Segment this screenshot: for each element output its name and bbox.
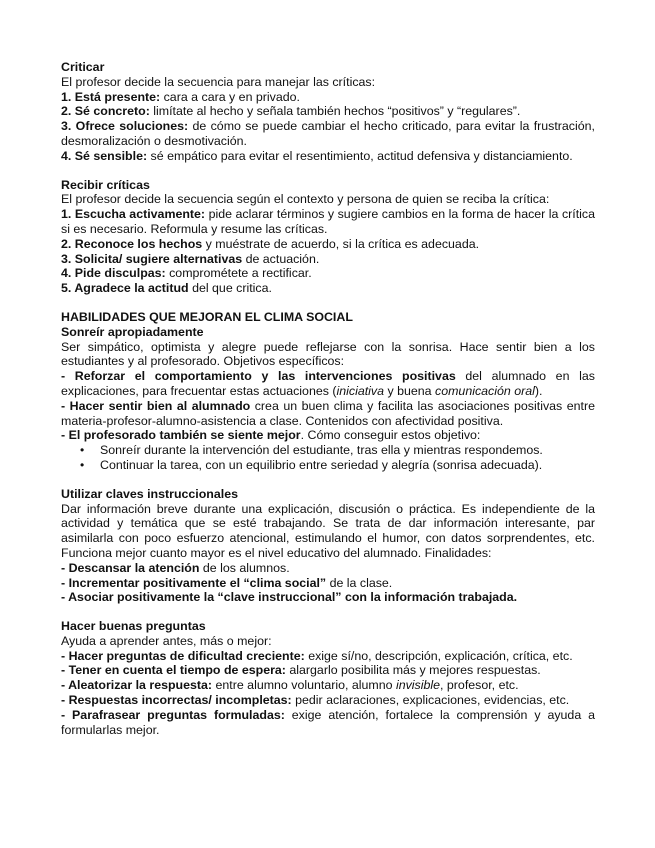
list-item xyxy=(61,369,595,399)
item-label: - Hacer preguntas de dificultad creciente: xyxy=(61,648,305,663)
item-text: , profesor, etc. xyxy=(440,678,519,693)
list-item xyxy=(61,561,595,576)
item-label: 1. Escucha activamente: xyxy=(61,207,206,222)
item-label: - Tener en cuenta el tiempo de espera: xyxy=(61,663,286,678)
list-item xyxy=(61,399,595,429)
item-label: - Asociar positivamente la “clave instruccional” con la información trabajada. xyxy=(61,590,518,605)
item-label: - El profesorado también se siente mejor xyxy=(61,428,301,443)
list-item xyxy=(61,104,595,119)
list-item xyxy=(61,149,595,164)
list-item xyxy=(61,119,595,149)
item-label: 2. Reconoce los hechos xyxy=(61,236,203,251)
item-label: - Aleatorizar la respuesta: xyxy=(61,678,213,693)
item-text: limítate al hecho y señala también hechos “positivos” y “regulares”. xyxy=(149,104,521,119)
item-text: alargarlo posibilita más y mejores respuestas. xyxy=(285,663,541,678)
item-text: de actuación. xyxy=(242,251,320,266)
section-subtitle: Sonreír apropiadamente xyxy=(61,324,204,339)
item-label: - Hacer sentir bien al alumnado xyxy=(61,398,251,413)
section-intro: Dar información breve durante una explicación, discusión o práctica. Es independiente de la actividad y temática que se esté trabajando. Se trata de dar información interesante, par asimilarla con poco esfuerzo atencional, estimulando el humor, con datos sorprendentes, etc. Funciona mejor cuanto mayor es el nivel educativo del alumnado. Finalidades: xyxy=(61,501,595,560)
item-text: ). xyxy=(534,383,543,398)
item-text: de cómo se puede cambiar el hecho criticado, para evitar la frustración, desmoralización o desmotivación. xyxy=(61,119,595,148)
list-item xyxy=(61,90,595,105)
item-label: 1. Está presente: xyxy=(61,89,161,104)
item-label: 4. Pide disculpas: xyxy=(61,266,166,281)
section-intro: El profesor decide la secuencia para manejar las críticas: xyxy=(61,74,376,89)
item-text: y buena xyxy=(384,383,436,398)
list-item xyxy=(61,708,595,738)
bullet-item: • Continuar la tarea, con un equilibrio entre seriedad y alegría (sonrisa adecuada). xyxy=(61,458,595,473)
item-label: 2. Sé concreto: xyxy=(61,104,150,119)
section-claves-instruccionales xyxy=(61,487,595,605)
item-text: de la clase. xyxy=(326,575,393,590)
item-text: entre alumno voluntario, alumno xyxy=(212,678,396,693)
item-text: de los alumnos. xyxy=(199,560,290,575)
list-item xyxy=(61,266,595,281)
item-text: del que critica. xyxy=(188,281,272,296)
item-label: - Parafrasear preguntas formuladas: xyxy=(61,707,285,722)
bullet-item: • Sonreír durante la intervención del estudiante, tras ella y mientras respondemos. xyxy=(61,443,595,458)
item-text: exige atención, fortalece la comprensión y ayuda a formularlas mejor. xyxy=(61,707,596,737)
section-intro: Ayuda a aprender antes, más o mejor: xyxy=(61,633,272,648)
item-label: 3. Solicita/ sugiere alternativas xyxy=(61,251,243,266)
section-title: HABILIDADES QUE MEJORAN EL CLIMA SOCIAL xyxy=(61,309,353,324)
section-recibir-criticas xyxy=(61,178,595,296)
item-text: sé empático para evitar el resentimiento, actitud defensiva y distanciamiento. xyxy=(147,148,573,163)
item-text: crea un buen clima y facilita las asociaciones positivas entre materia-profesor-alumno-asistencia a clase. Contenidos con afectividad positiva. xyxy=(61,398,595,428)
item-text: del alumnado en las explicaciones, para frecuentar estas actuaciones ( xyxy=(61,369,595,398)
section-title: Criticar xyxy=(61,60,105,74)
list-item xyxy=(61,252,595,267)
item-label: - Respuestas incorrectas/ incompletas: xyxy=(61,693,292,708)
list-item xyxy=(61,237,595,252)
list-item xyxy=(61,281,595,296)
item-text: pide aclarar términos y sugiere cambios en la forma de hacer la crítica si es necesario. Reformula y resume las críticas. xyxy=(61,207,595,236)
item-text: pedir aclaraciones, explicaciones, evidencias, etc. xyxy=(291,693,570,708)
section-title: Hacer buenas preguntas xyxy=(61,619,206,634)
item-emphasis: iniciativa xyxy=(336,383,385,398)
item-text: cara a cara y en privado. xyxy=(160,89,300,104)
item-label: 3. Ofrece soluciones: xyxy=(61,119,189,134)
section-intro: Ser simpático, optimista y alegre puede reflejarse con la sonrisa. Hace sentir bien a los estudiantes y al profesorado. Objetivos específicos: xyxy=(61,339,595,369)
section-title: Utilizar claves instruccionales xyxy=(61,486,238,501)
section-intro: El profesor decide la secuencia según el contexto y persona de quien se reciba la crítica: xyxy=(61,192,550,207)
list-item xyxy=(61,663,595,678)
list-item xyxy=(61,428,595,443)
item-label: - Reforzar el comportamiento y las intervenciones positivas xyxy=(61,369,456,384)
list-item xyxy=(61,693,595,708)
item-emphasis: comunicación oral xyxy=(435,383,535,398)
list-item xyxy=(61,590,595,605)
item-label: 4. Sé sensible: xyxy=(61,148,148,163)
list-item xyxy=(61,207,595,237)
item-label: - Incrementar positivamente el “clima social” xyxy=(61,575,327,590)
section-criticar xyxy=(61,60,595,164)
item-text: exige sí/no, descripción, explicación, crítica, etc. xyxy=(304,648,573,663)
item-text: comprométete a rectificar. xyxy=(165,266,312,281)
list-item xyxy=(61,678,595,693)
bullet-list xyxy=(61,443,595,473)
item-text: . Cómo conseguir estos objetivo: xyxy=(300,428,481,443)
item-emphasis: invisible xyxy=(395,678,441,693)
list-item xyxy=(61,649,595,664)
list-item xyxy=(61,576,595,591)
section-title: Recibir críticas xyxy=(61,177,150,192)
item-label: 5. Agradece la actitud xyxy=(61,281,189,296)
item-text: y muéstrate de acuerdo, si la crítica es adecuada. xyxy=(202,236,480,251)
item-label: - Descansar la atención xyxy=(61,560,200,575)
section-buenas-preguntas xyxy=(61,619,595,737)
section-habilidades xyxy=(61,310,595,473)
